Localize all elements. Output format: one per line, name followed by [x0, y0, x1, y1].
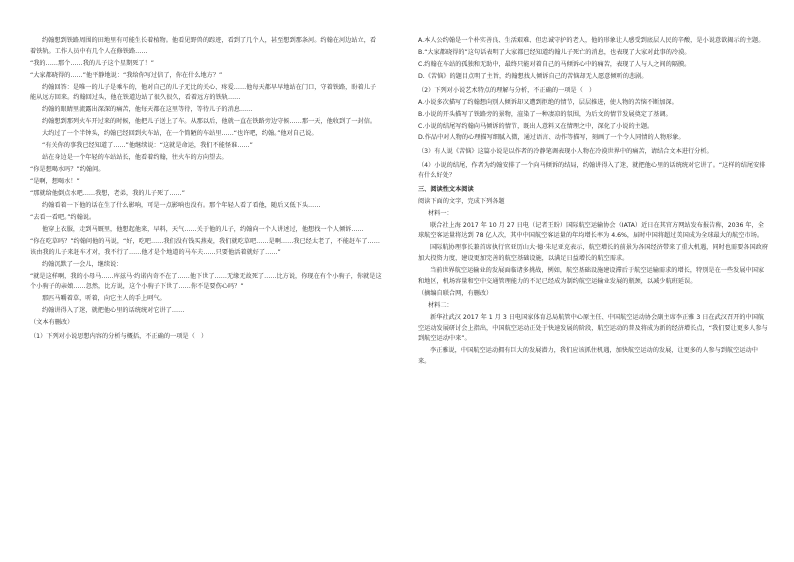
- q1-option-a: A.本人公约翰是一个朴实善良、生活艰难、但忠诚守护的老人，他的形象让人感受到底层人民的辛酸，是小说意欲揭示的主题。: [418, 37, 765, 44]
- question-2-stem: （2）下列对小说艺术特点的理解与分析，不正确的一项是（ ）: [418, 86, 596, 94]
- story-paragraph: “有关你的事我已经知道了……”他继续说：“这就是命运，我们不能怪谁……”: [42, 142, 253, 150]
- material-1-paragraph: 联合社上海 2017 年 10 月 27 日电（记者王盼）国际航空运输协会（IATA）近日在其官方网站发布报告称，2036 年，全球航空客运量将达到 78 亿人次，其中中国航空客运量的年均增长率为 4.6%，届时中国将超过美国成为全球最大的航空市场。: [418, 221, 764, 240]
- reading-intro: 阅读下面的文字，完成下列各题: [418, 197, 505, 205]
- dialogue-line: “大家都晓得的……”他平静地说：“我给你写过信了，你在什么地方？”: [30, 71, 223, 79]
- question-3-stem: （3）有人说《苦恼》这篇小说是以作者的冷静笔调表现小人物在冷漠世界中的痛苦，请结合文本进行分析。: [418, 148, 713, 156]
- q1-option-c: C.约翰在车站的孤独和无助中，最终只能对着自己的马倾诉心中的痛苦，表现了人与人之间的隔膜。: [418, 60, 691, 68]
- dialogue-line: “就是这样啊，我的小母马……库兹马·约诺内奇不在了……他下世了……无缘无故死了……比方说，你现在有个小驹子，你就是这个小驹子的亲娘……忽然，比方说，这个小驹子下世了……你不是要伤心吗？”: [30, 272, 382, 291]
- material-2-paragraph: 新华社武汉 2017 年 1 月 3 日电国家体育总局航管中心原主任、中国航空运动协会副主席李正雅 3 日在武汉召开的中国航空运动发展研讨会上指出，中国航空运动正处于快速发展的阶段，航空运动的普及将成为新的经济增长点，“我们要让更多人参与到航空运动中来”。: [418, 314, 768, 343]
- section-title: 三、阅读性文本阅读: [418, 185, 474, 193]
- q2-option-b: B.小说的开头描写了铁路旁的景物，渲染了一种凄凉的氛围，为后文的情节发展奠定了基调。: [418, 110, 672, 118]
- q2-option-c: C.小说的结尾写约翰向马倾诉的情节，既出人意料又在情理之中，深化了小说的主题。: [418, 122, 654, 130]
- material-1-source: （摘编自联合网，有删改）: [418, 290, 493, 298]
- material-1-title: 材料一：: [428, 209, 453, 217]
- q2-option-a: A.小说多次描写了约翰想向别人倾诉却又遭到拒绝的情节，层层推进，使人物的苦恼不断加深。: [418, 98, 678, 106]
- dialogue-line: “我的……那个……我的儿子这个星期死了！”: [30, 59, 154, 67]
- right-column: [418, 36, 770, 548]
- material-1-paragraph: 当前世界航空运输业的发展面临诸多挑战，例如，航空基础设施建设滞后于航空运输需求的增长，特别是在一些发展中国家和地区，机场容量和空中交通管理能力的不足已经成为制约航空运输业发展的瓶颈，以减少航班延误。: [418, 266, 765, 285]
- story-paragraph: 约翰沉默了一会儿，继续说：: [42, 260, 123, 268]
- dialogue-line: “你在吃草吗？”约翰问他的马说，“好，吃吧……我们没有钱买燕麦，我们就吃草吧……是啊……我已经太老了，不能赶车了……该由我的儿子来赶车才对，我不行了……他才是个地道的马车夫……只要他活着就好了……”: [30, 237, 380, 256]
- story-paragraph: 约翰的眼睛里流露出深深的痛苦，他每天都在这里等待，等待儿子的消息……: [42, 106, 253, 114]
- source-note: （文本有删改）: [30, 319, 74, 327]
- left-column: [30, 36, 382, 548]
- story-paragraph: 约翰想到铁路周围的田地里有可能生长着植物。他看见野兽的踪迹，看到了几个人，甚至想到那条河。约翰在河边站立，看着铁轨。工作人员中有几个人在修铁路……: [30, 37, 377, 55]
- story-paragraph: 他穿上衣服，走到马厩里，他想起他来，早料，天气……关于他的儿子，约翰向一个人讲述过，他想找一个人倾诉……: [42, 225, 364, 233]
- material-2-paragraph: 李正雅说，中国航空运动拥有巨大的发展潜力，我们应该抓住机遇，加快航空运动的发展，让更多的人参与到航空运动中来。: [418, 347, 758, 365]
- dialogue-line: “是啊，想喝水！”: [30, 178, 80, 186]
- story-paragraph: 大约过了一个半钟头，约翰已经回到火车站，在一个简陋的车站里……“也许吧，约翰。”他对自己说。: [42, 130, 318, 138]
- story-paragraph: 约翰看着一下他的话在生了什么影响，可是一点影响也没有。那个年轻人看了看他，随后又低下头……: [42, 202, 321, 209]
- material-1-paragraph: 国际航协理事长兼首席执行官亚历山大·德·朱尼亚克表示，航空增长的前景为各国经济带来了重大机遇，同时也需要各国政府加大投资力度，建设更加完善的航空基础设施，以满足日益增长的航空需求。: [418, 244, 769, 262]
- material-2-title: 材料二：: [428, 302, 453, 310]
- story-paragraph: 约翰想到那列火车开过来的时候，他把儿子送上了车。从那以后，他就一直在铁路旁边守候……那一天，他收到了一封信。: [42, 118, 377, 126]
- question-4-stem: （4）小说的结尾，作者为约翰安排了一个向马倾诉的结局，约翰讲得入了迷，就把他心里的话统统对它讲了。“这样的结尾安排有什么好处？: [418, 161, 766, 180]
- story-paragraph: 约翰讲得入了迷，就把他心里的话统统对它讲了……: [42, 307, 185, 315]
- dialogue-line: “那就给他倒点水吧……我想，老弟，我的儿子死了……”: [30, 190, 185, 198]
- dialogue-line: “你是想喝水吗？”约翰问。: [30, 166, 105, 174]
- q1-option-d: D.《苦恼》的题目点明了主旨，约翰想找人倾诉自己的苦恼却无人愿意倾听的悲剧。: [418, 72, 648, 80]
- q2-option-d: D.作品中对人物的心理描写细腻入微，通过语言、动作等描写，刻画了一个令人同情的人物形象。: [418, 134, 685, 142]
- dialogue-line: “去看一看吧。”约翰说。: [30, 213, 96, 221]
- q1-option-b: B.“大家都晓得的”这句话表明了大家都已经知道约翰儿子死亡的消息，也表现了大家对此事的冷漠。: [418, 48, 691, 56]
- story-paragraph: 约翰回答：是唯一的儿子是乘车的，他对自己的儿子无比的关心、疼爱……他每天都早早地站在门口，守着铁路，盼着儿子能从远方回来。约翰回过头，他在铁道边站了很久很久，看着远方的铁轨……: [30, 83, 377, 102]
- question-1-stem: （1）下列对小说思想内容的分析与概括，不正确的一项是（ ）: [30, 332, 208, 340]
- story-paragraph: 那匹马嚼着草，听着，向它主人的手上呵气。: [42, 295, 166, 303]
- story-paragraph: 站在身边是一个年轻的车站站长，他看着约翰，往火车的方向望去。: [42, 154, 228, 162]
